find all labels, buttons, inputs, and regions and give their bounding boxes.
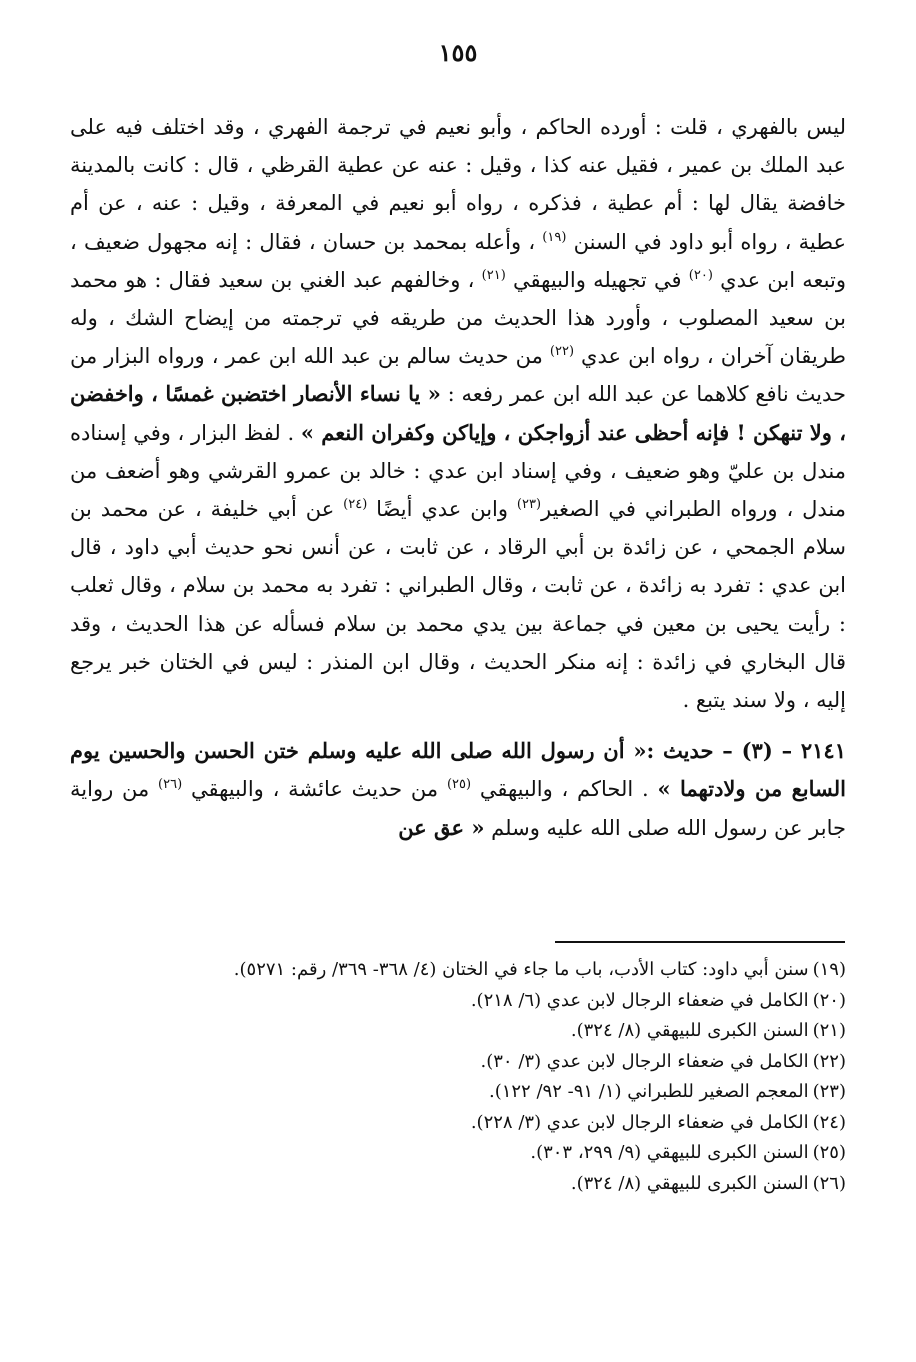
- footnote-item: [70, 1138, 846, 1169]
- footnote-reference: (٢٦): [158, 777, 183, 793]
- text-run: . لفظ البزار ، وفي إسناده مندل بن عليّ وهو ضعيف ، وفي إسناد ابن عدي : خالد بن عمرو القرشي وهو أضعف من مندل ، ورواه الطبراني في الصغير: [70, 420, 846, 522]
- text-run: في تجهيله والبيهقي: [505, 267, 689, 292]
- text-run: من رواية جابر عن رسول الله صلى الله عليه وسلم: [70, 777, 846, 840]
- footnote-reference: (٢١): [481, 267, 506, 283]
- footnote-text: الكامل في ضعفاء الرجال لابن عدي (٣/ ٢٢٨).: [470, 1111, 809, 1133]
- footnote-reference: (٢٥): [446, 777, 472, 793]
- footnote-reference: (١٩): [542, 229, 567, 245]
- paragraph-hadith-2141: [70, 732, 846, 847]
- quoted-hadith-text: ٢١٤١ – (٣) – حديث :« أن رسول الله صلى الله عليه وسلم ختن الحسن والحسين يوم السابع من ولادتهما »: [70, 738, 846, 802]
- footnote-number: (٢٥): [812, 1142, 846, 1163]
- text-run: . الحاكم ، والبيهقي: [471, 777, 658, 802]
- footnote-item: [70, 986, 846, 1017]
- footnote-item: [70, 1108, 846, 1139]
- footnote-item: [70, 1016, 846, 1047]
- text-run: من حديث سالم بن عبد الله ابن عمر ، ورواه البزار من حديث نافع كلاهما عن عبد الله ابن عمر رفعه :: [70, 344, 846, 407]
- page-number: ١٥٥: [438, 38, 478, 67]
- footnote-item: [70, 1169, 846, 1200]
- footnote-text: الكامل في ضعفاء الرجال لابن عدي (٣/ ٣٠).: [480, 1050, 809, 1072]
- footnotes: [70, 955, 846, 1199]
- footnote-separator: [555, 941, 845, 943]
- text-run: ، وأعله بمحمد بن حسان ، فقال : إنه مجهول ضعيف ، وتبعه ابن عدي: [70, 229, 846, 292]
- text-run: من حديث عائشة ، والبيهقي: [182, 777, 447, 802]
- footnote-item: [70, 1047, 846, 1078]
- footnote-reference: (٢٣): [516, 497, 542, 513]
- footnote-reference: (٢٢): [549, 344, 575, 360]
- footnote-number: (١٩): [812, 959, 846, 980]
- footnote-number: (٢٢): [812, 1050, 846, 1072]
- footnote-reference: (٢٠): [688, 267, 713, 283]
- footnote-number: (٢٣): [812, 1081, 846, 1102]
- text-run: عن أبي خليفة ، عن محمد بن سلام الجمحي ، عن زائدة بن أبي الرقاد ، عن ثابت ، عن أنس نحو حديث أبي داود ، قال ابن عدي : تفرد به زائدة ، عن ثابت ، وقال الطبراني : تفرد به محمد بن سلام ، وقال ثعلب : رأيت يحيى بن معين في جماعة بين يدي محمد بن سلام فسأله عن هذا الحديث ، وقد قال البخاري في زائدة : إنه منكر الحديث ، وقال ابن المنذر : ليس في الختان خبر يرجع إليه ، ولا سند يتبع .: [70, 497, 846, 713]
- footnote-text: السنن الكبرى للبيهقي (٩/ ٢٩٩، ٣٠٣).: [530, 1142, 809, 1163]
- text-run: ليس بالفهري ، قلت : أورده الحاكم ، وأبو نعيم في ترجمة الفهري ، وقد اختلف فيه على عبد الملك بن عمير ، فقيل عنه كذا ، وقيل : عنه عن عطية القرظي ، قال : كانت بالمدينة خافضة يقال لها : أم عطية ، فذكره ، رواه أبو نعيم في المعرفة ، وقيل : عنه ، عن أم عطية ، رواه أبو داود في السنن: [70, 115, 846, 254]
- footnote-text: الكامل في ضعفاء الرجال لابن عدي (٦/ ٢١٨).: [470, 989, 809, 1011]
- main-text: [70, 108, 846, 847]
- footnote-number: (٢٠): [812, 989, 846, 1011]
- footnote-text: سنن أبي داود: كتاب الأدب، باب ما جاء في الختان (٤/ ٣٦٨- ٣٦٩/ رقم: ٥٢٧١).: [233, 959, 809, 980]
- footnote-number: (٢٦): [812, 1172, 846, 1194]
- footnote-number: (٢٤): [812, 1111, 846, 1133]
- text-run: وابن عدي أيضًا: [367, 497, 517, 522]
- footnote-item: [70, 1077, 846, 1108]
- paragraph-commentary: [70, 108, 846, 719]
- footnote-item: [70, 955, 846, 986]
- footnote-reference: (٢٤): [343, 497, 368, 513]
- footnote-number: (٢١): [812, 1020, 846, 1041]
- text-run: ، وخالفهم عبد الغني بن سعيد فقال : هو محمد بن سعيد المصلوب ، وأورد هذا الحديث من طريقه في ترجمته من إيضاح الشك ، وله طريقان آخران ، رواه ابن عدي: [70, 267, 846, 369]
- quoted-hadith-text: « يا نساء الأنصار اختضبن غمسًا ، واخفضن ، ولا تنهكن ! فإنه أحظى عند أزواجكن ، وإياكن وكفران النعم »: [70, 381, 847, 445]
- footnote-text: السنن الكبرى للبيهقي (٨/ ٣٢٤).: [570, 1172, 809, 1194]
- footnote-text: السنن الكبرى للبيهقي (٨/ ٣٢٤).: [570, 1020, 809, 1041]
- footnote-text: المعجم الصغير للطبراني (١/ ٩١- ٩٢/ ١٢٢).: [488, 1081, 809, 1102]
- quoted-hadith-text: « عق عن: [398, 814, 485, 840]
